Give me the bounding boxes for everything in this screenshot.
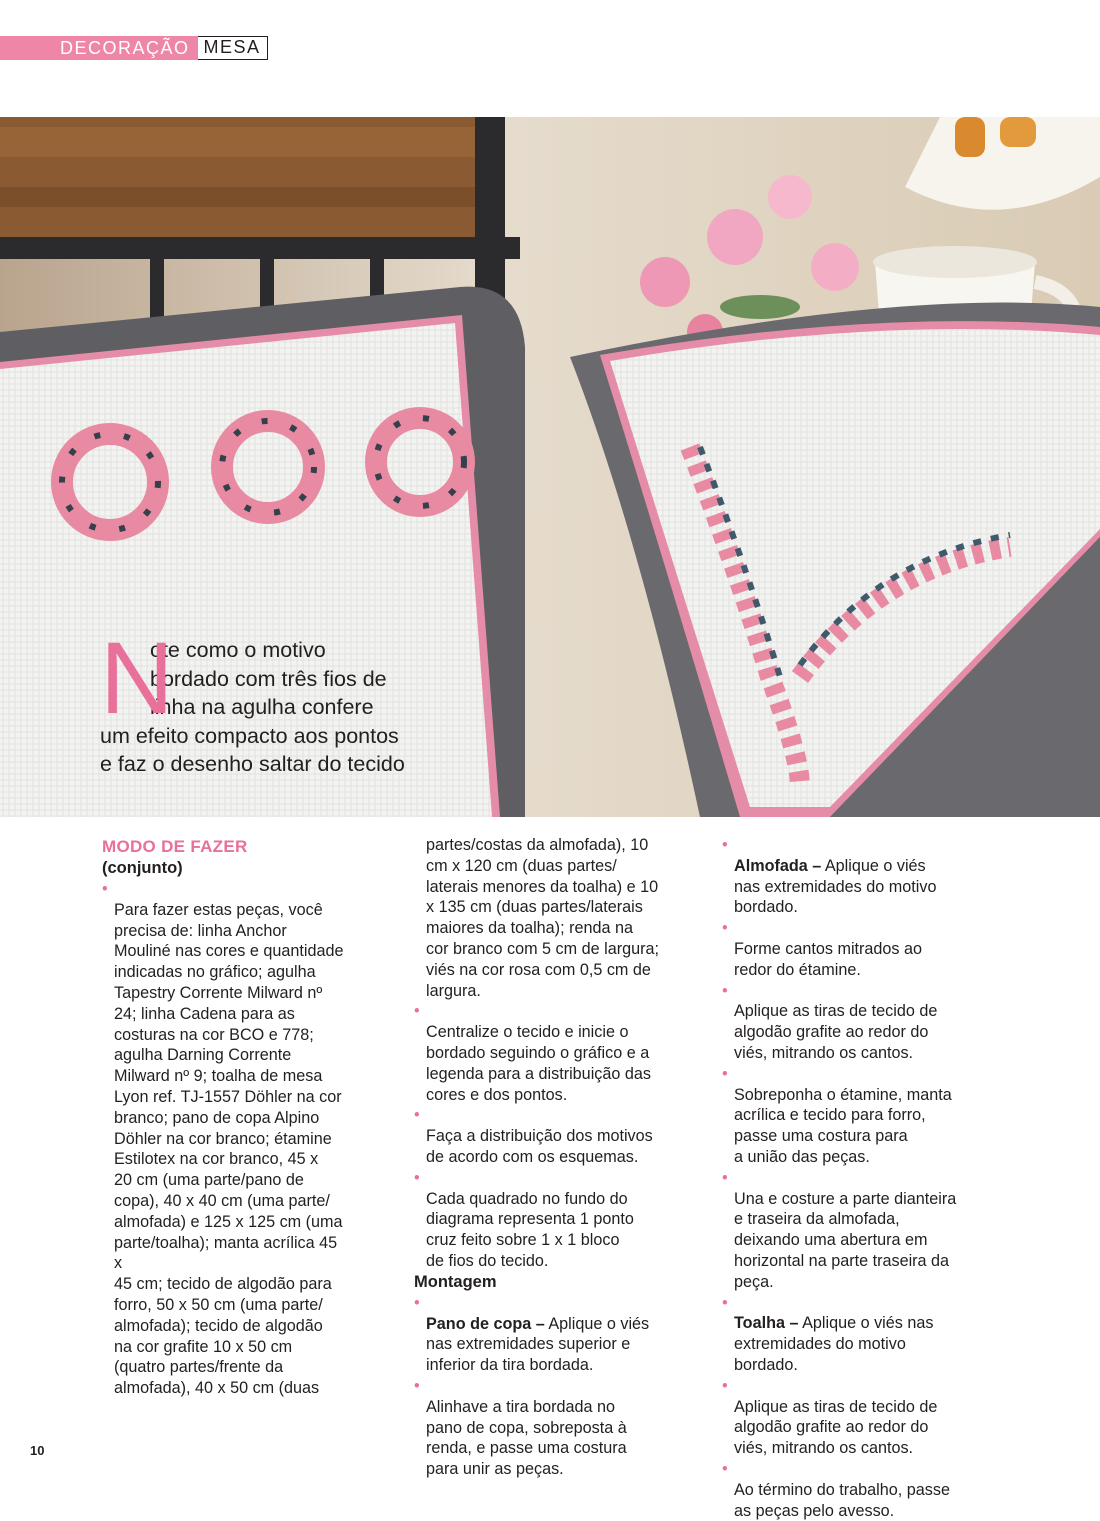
item-text: Para fazer estas peças, você precisa de: linha Anchor Mouliné nas cores e quantidade indicadas no gráfico; agulha Tapestry Corrente Milward nº 24; linha Cadena para as costuras na cor BCO e 778; agulha Darning Corrente Milward nº 9; toalha de mesa Lyon ref. TJ-1557 Döhler na cor branco; pano de copa Alpino Döhler na cor branco; étamine Estilotex na cor branco, 45 x 20 cm (uma parte/pano de copa), 40 x 40 cm (uma parte/ almofada) e 125 x 125 cm (uma parte/toalha); manta acrílica 45 x 45 cm; tecido de algodão para forro, 50 x 50 cm (uma parte/ almofada); tecido de algodão na cor grafite 10 x 50 cm (quatro partes/frente da almofada), 40 x 50 cm (duas <box>114 900 344 1398</box>
quote-line: um efeito compacto aos pontos <box>100 723 399 748</box>
quote-line: linha na agulha confere <box>150 695 374 719</box>
page-number: 10 <box>30 1443 45 1458</box>
step-item <box>414 1376 714 1480</box>
bullet: • <box>722 1459 728 1478</box>
step-item <box>722 1459 1012 1521</box>
section-label: DECORAÇÃO <box>0 36 198 60</box>
step-item <box>722 1376 1012 1459</box>
item-lead: Almofada – <box>734 856 822 875</box>
step-item <box>722 835 1012 918</box>
item-text: Cada quadrado no fundo do diagrama representa 1 ponto cruz feito sobre 1 x 1 bloco de fios do tecido. <box>426 1189 634 1270</box>
quote-line: e faz o desenho saltar do tecido <box>100 752 405 776</box>
item-lead: Toalha – <box>734 1314 799 1333</box>
section-header <box>0 36 268 60</box>
instructions-column-3 <box>722 835 1012 1521</box>
quote-line: bordado com três fios de <box>150 666 387 691</box>
step-item <box>722 918 1012 980</box>
item-text: Ao término do trabalho, passe as peças pelo avesso. <box>734 1480 950 1520</box>
step-item <box>722 1293 1012 1376</box>
step-item <box>414 1001 714 1105</box>
item-text: Aplique o viés nas extremidades do motivo bordado. <box>734 1314 934 1374</box>
bullet: • <box>722 836 728 854</box>
bullet: • <box>414 1002 420 1021</box>
item-text: Sobreponha o étamine, manta acrílica e tecido para forro, passe uma costura para a união das peças. <box>734 1085 952 1166</box>
step-item <box>722 1168 1012 1293</box>
bullet: • <box>722 981 728 1000</box>
instructions-subheading: (conjunto) <box>102 859 183 877</box>
item-text: Aplique as tiras de tecido de algodão grafite ao redor do viés, mitrando os cantos. <box>734 1002 938 1062</box>
bullet: • <box>414 1106 420 1125</box>
instructions-heading: MODO DE FAZER <box>102 837 248 856</box>
step-item <box>722 981 1012 1064</box>
bullet: • <box>722 1293 728 1312</box>
item-text: Aplique as tiras de tecido de algodão grafite ao redor do viés, mitrando os cantos. <box>734 1397 938 1458</box>
bullet: • <box>102 880 108 898</box>
item-text: Una e costure a parte dianteira e traseira da almofada, deixando uma abertura em horizontal na parte traseira da peça. <box>734 1189 957 1291</box>
montagem-heading: Montagem <box>414 1272 497 1291</box>
step-item <box>414 1105 714 1167</box>
item-text: Forme cantos mitrados ao redor do étamine. <box>734 939 923 979</box>
item-lead: Pano de copa – <box>426 1314 545 1333</box>
step-item <box>414 1293 714 1376</box>
bullet: • <box>722 1376 728 1395</box>
bullet: • <box>722 919 728 938</box>
bullet: • <box>414 1376 420 1395</box>
bullet: • <box>722 1064 728 1083</box>
materials-continuation: partes/costas da almofada), 10 cm x 120 cm (duas partes/ laterais menores da toalha) e 10 x 135 cm (duas partes/laterais maiores da toalha); renda na cor branco com 5 cm de largura; viés na cor rosa com 0,5 cm de largura. <box>426 836 660 1000</box>
section-tag: MESA <box>198 36 268 60</box>
item-text: Centralize o tecido e inicie o bordado seguindo o gráfico e a legenda para a distribuição das cores e dos pontos. <box>426 1023 651 1104</box>
drop-cap: N <box>100 621 174 735</box>
quote-line: ote como o motivo <box>150 638 326 662</box>
item-text: Aplique o viés nas extremidades superior e inferior da tira bordada. <box>426 1314 650 1375</box>
item-text: Aplique o viés nas extremidades do motivo bordado. <box>734 856 937 917</box>
bullet: • <box>414 1293 420 1312</box>
item-text: Alinhave a tira bordada no pano de copa, sobreposta à renda, e passe uma costura para unir as peças. <box>426 1397 627 1479</box>
instructions-column-2 <box>414 835 714 1480</box>
bullet: • <box>722 1168 728 1187</box>
materials-item <box>102 879 392 1399</box>
step-item <box>414 1168 714 1272</box>
pull-quote <box>100 621 450 779</box>
item-text: Faça a distribuição dos motivos de acordo com os esquemas. <box>426 1127 653 1166</box>
instructions-column-1 <box>102 836 392 1399</box>
bullet: • <box>414 1168 420 1187</box>
step-item <box>722 1064 1012 1168</box>
